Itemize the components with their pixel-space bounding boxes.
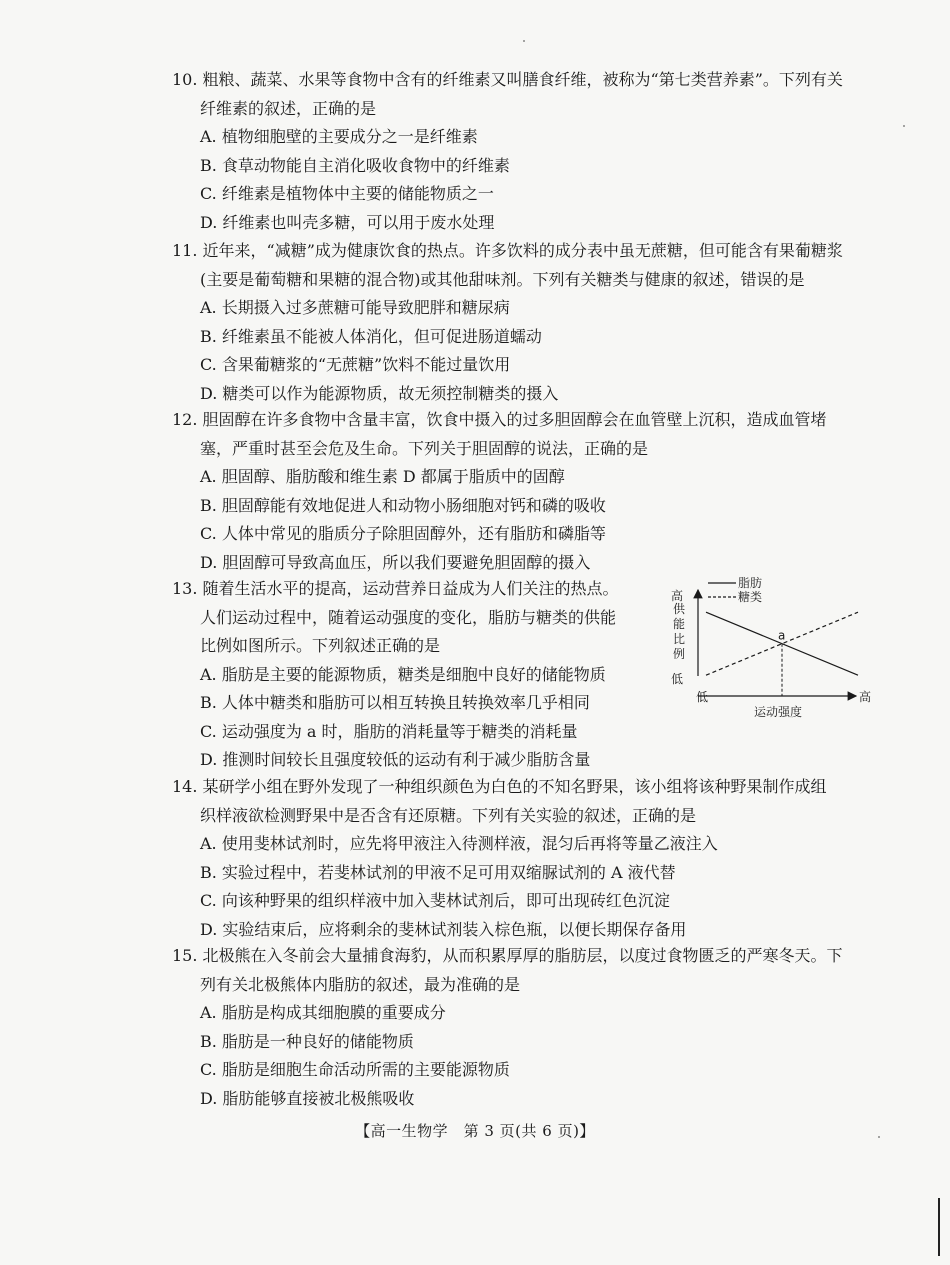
option-b: B. 人体中糖类和脂肪可以相互转换且转换效率几乎相同 [200,693,590,712]
option-d: D. 脂肪能够直接被北极熊吸收 [200,1088,415,1108]
option-c: C. 纤维素是植物体中主要的储能物质之一 [200,184,494,203]
legend-fat-label: 脂肪 [738,576,763,590]
option-a: A. 脂肪是主要的能源物质，糖类是细胞中良好的储能物质 [200,664,606,684]
option-d: D. 实验结束后，应将剩余的斐林试剂装入棕色瓶，以便长期保存备用 [200,919,687,939]
legend-sugar-label: 糖类 [738,590,763,604]
question-stem-line: 人们运动过程中，随着运动强度的变化，脂肪与糖类的供能 [200,607,617,627]
y-high-label: 高 [671,589,684,603]
question-14 [172,773,884,944]
question-10 [172,66,884,237]
intersection-point-label: a [778,628,786,643]
option-d: D. 糖类可以作为能源物质，故无须控制糖类的摄入 [200,383,559,403]
option-a: A. 长期摄入过多蔗糖可能导致肥胖和糖尿病 [200,298,510,317]
y-axis-label-char: 例 [673,647,686,661]
option-b: B. 脂肪是一种良好的储能物质 [200,1031,414,1051]
x-axis-label: 运动强度 [754,705,803,719]
scan-speck [878,1136,880,1138]
question-11 [172,237,884,408]
option-a: A. 使用斐林试剂时，应先将甲液注入待测样液，混匀后再将等量乙液注入 [200,834,718,853]
option-c: C. 人体中常见的脂质分子除胆固醇外，还有脂肪和磷脂等 [200,524,606,543]
question-stem-line: 13. 随着生活水平的提高，运动营养日益成为人们关注的热点。 [172,579,619,598]
y-axis-label-char: 能 [673,617,686,631]
option-c: C. 脂肪是细胞生命活动所需的主要能源物质 [200,1060,510,1079]
option-d: D. 推测时间较长且强度较低的运动有利于减少脂肪含量 [200,750,591,769]
y-axis-label-char: 供 [673,602,686,616]
option-b: B. 纤维素虽不能被人体消化，但可促进肠道蠕动 [200,326,542,346]
question-stem-line: (主要是葡萄糖和果糖的混合物)或其他甜味剂。下列有关糖类与健康的叙述，错误的是 [200,269,805,289]
option-d: D. 纤维素也叫壳多糖，可以用于废水处理 [200,212,495,232]
option-a: A. 植物细胞壁的主要成分之一是纤维素 [200,127,478,146]
scan-speck [523,40,525,42]
option-c: C. 含果葡糖浆的“无蔗糖”饮料不能过量饮用 [200,355,511,374]
y-axis-label [673,601,686,661]
y-axis-label-char: 比 [673,632,686,646]
question-stem-line: 10. 粗粮、蔬菜、水果等食物中含有的纤维素又叫膳食纤维，被称为“第七类营养素”。下列有关 [172,70,843,89]
y-low-label: 低 [671,672,684,686]
question-stem-line: 列有关北极熊体内脂肪的叙述，最为准确的是 [200,974,521,994]
question-stem-line: 比例如图所示。下列叙述正确的是 [200,636,441,655]
question-stem-line: 织样液欲检测野果中是否含有还原糖。下列有关实验的叙述，正确的是 [200,805,697,825]
question-stem-line: 11. 近年来，“减糖”成为健康饮食的热点。许多饮料的成分表中虽无蔗糖，但可能含有果葡糖浆 [172,241,843,260]
question-stem-line: 14. 某研学小组在野外发现了一种组织颜色为白色的不知名野果，该小组将该种野果制作成组 [172,777,827,796]
page-footer: 【高一生物学 第 3 页(共 6 页)】 [355,1122,595,1140]
question-12 [172,406,884,577]
option-b: B. 实验过程中，若斐林试剂的甲液不足可用双缩脲试剂的 A 液代替 [200,862,676,882]
scan-speck [903,125,905,127]
question-stem-line: 12. 胆固醇在许多食物中含量丰富，饮食中摄入的过多胆固醇会在血管壁上沉积，造成血管堵 [172,410,827,429]
option-b: B. 食草动物能自主消化吸收食物中的纤维素 [200,155,510,175]
question-stem-line: 15. 北极熊在入冬前会大量捕食海豹，从而积累厚厚的脂肪层，以度过食物匮乏的严寒冬天。下 [172,946,843,965]
question-15 [172,942,884,1113]
option-a: A. 胆固醇、脂肪酸和维生素 D 都属于脂质中的固醇 [200,467,565,486]
option-d: D. 胆固醇可导致高血压，所以我们要避免胆固醇的摄入 [200,552,591,572]
option-c: C. 向该种野果的组织样液中加入斐林试剂后，即可出现砖红色沉淀 [200,891,670,910]
scan-edge-mark [938,1198,940,1256]
question-stem-line: 纤维素的叙述，正确的是 [200,98,377,118]
option-a: A. 脂肪是构成其细胞膜的重要成分 [200,1003,446,1022]
question-stem-line: 塞，严重时甚至会危及生命。下列关于胆固醇的说法，正确的是 [200,438,649,458]
option-b: B. 胆固醇能有效地促进人和动物小肠细胞对钙和磷的吸收 [200,495,606,515]
energy-supply-chart [668,576,878,726]
x-low-label: 低 [696,690,709,704]
option-c: C. 运动强度为 a 时，脂肪的消耗量等于糖类的消耗量 [200,721,578,741]
x-high-label: 高 [859,690,872,704]
